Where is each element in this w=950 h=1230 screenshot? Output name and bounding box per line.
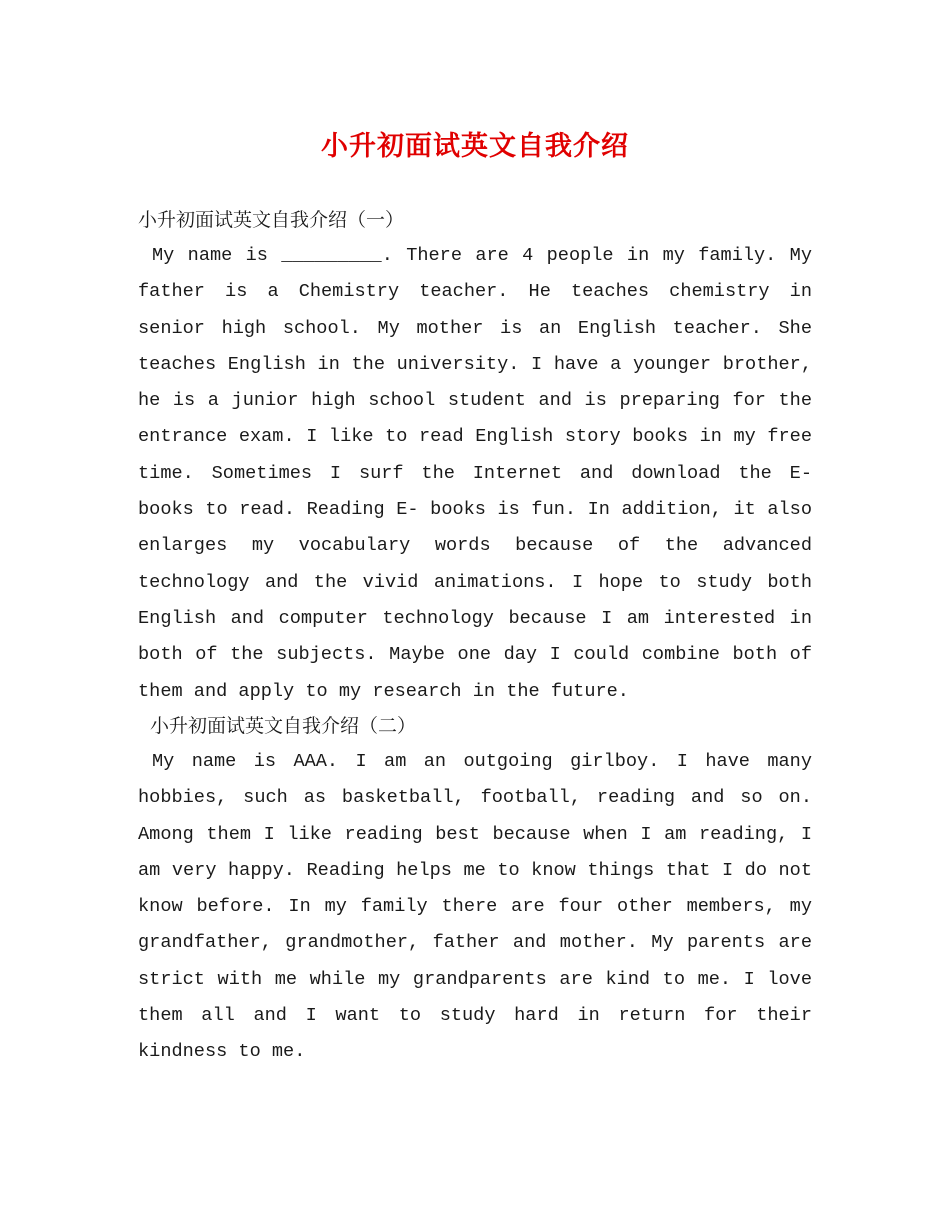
section-1-body: My name is _________. There are 4 people in my family. My father is a Chemistry teacher. He teaches chemistry in senior high school. My mother is an English teacher. She teaches English in the university. I have a younger brother, he is a junior high school student and is preparing for the entrance exam. I like to read English story books in my free time. Sometimes I surf the Internet and download the E- books to read. Reading E- books is fun. In addition, it also enlarges my vocabulary words because of the advanced technology and the vivid animations. I hope to study both English and computer technology because I am interested in both of the subjects. Maybe one day I could combine both of them and apply to my research in the future. — [138, 245, 812, 702]
document-title: 小升初面试英文自我介绍 — [321, 131, 629, 162]
section-2-body: My name is AAA. I am an outgoing girlboy. I have many hobbies, such as basketball, football, reading and so on. Among them I like reading best because when I am reading, I am very happy. Reading helps me to know things that I do not know before. In my family there are four other members, my grandfather, grandmother, father and mother. My parents are strict with me while my grandparents are kind to me. I love them all and I want to study hard in return for their kindness to me. — [138, 751, 812, 1063]
section-2-heading: 小升初面试英文自我介绍（二） — [150, 715, 417, 737]
section-1-heading: 小升初面试英文自我介绍（一） — [138, 209, 405, 231]
